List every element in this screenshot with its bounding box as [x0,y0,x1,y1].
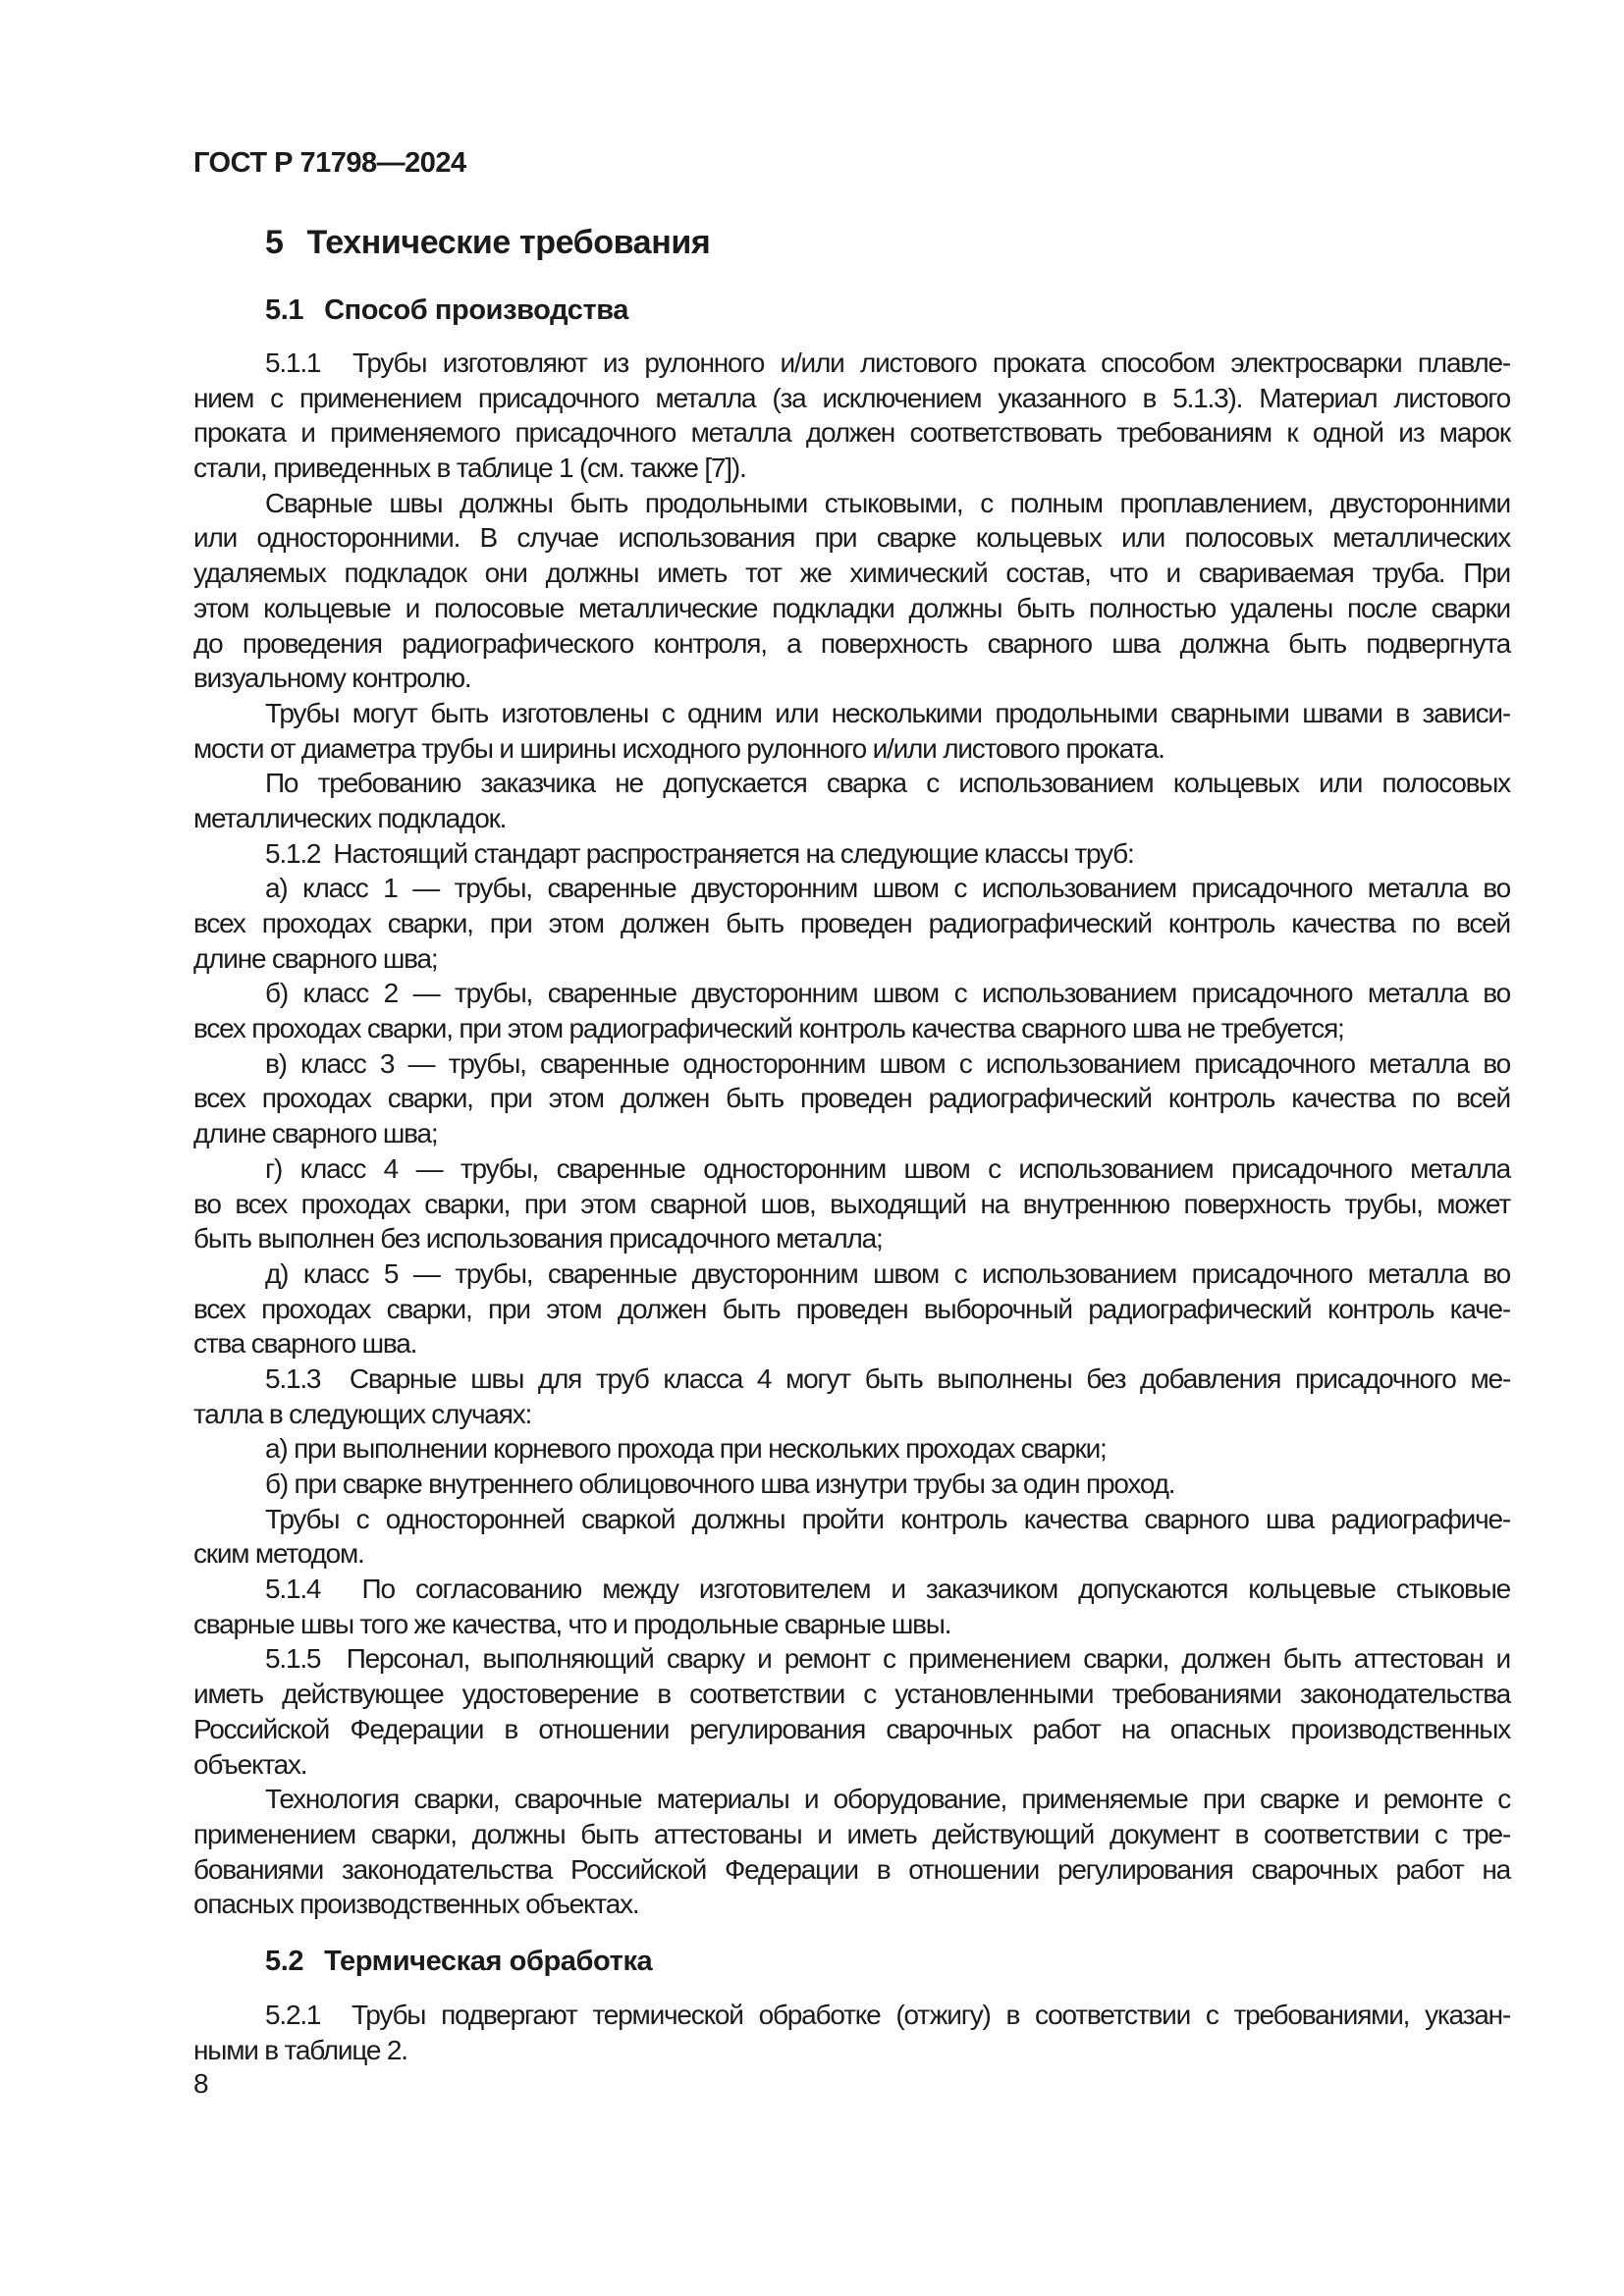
text-line: ства сварного шва. [193,1328,417,1360]
text-line: стали, приведенных в таблице 1 (см. также [7]). [193,453,746,484]
text-line: Трубы могут быть изготовлены с одним или несколькими продольными сварными швами в зависи- [265,697,1510,728]
text-line: объектах. [193,1748,307,1780]
text-line: мости от диаметра трубы и ширины исходного рулонного и/или листового проката. [193,732,1164,764]
text-line: удаляемых подкладок они должны иметь тот же химический состав, что и свариваемая труба. При [193,558,1510,589]
text-line: длине сварного шва; [193,1118,438,1149]
text-line: всех проходах сварки, при этом радиографический контроль качества сварного шва не требуется; [193,1013,1344,1044]
text-line: проката и применяемого присадочного металла должен соответствовать требованиям к одной из марок [193,417,1510,449]
text-line: этом кольцевые и полосовые металлические подкладки должны быть полностью удалены после сварки [193,592,1510,623]
text-line: 5.1.3 Сварные швы для труб класса 4 могут быть выполнены без добавления присадочного ме- [265,1362,1510,1394]
text-line: нием с применением присадочного металла (за исключением указанного в 5.1.3). Материал листового [193,382,1510,413]
text-line: г) класс 4 — трубы, сваренные односторонним швом с использованием присадочного металла [265,1152,1510,1184]
text-line: б) класс 2 — трубы, сваренные двусторонним швом с использованием присадочного металла во [265,978,1510,1009]
subsection-heading-5-1 [265,294,628,327]
text-line: всех проходах сварки, при этом должен быть проведен выборочный радиографический контроль каче- [193,1293,1510,1324]
text-line: Российской Федерации в отношении регулирования сварочных работ на опасных производственных [193,1713,1510,1744]
subsection-5-1-title: Способ производства [324,294,629,326]
text-line: металлических подкладок. [193,802,507,833]
section-5-number: 5 [265,224,284,261]
text-line: талла в следующих случаях: [193,1398,532,1429]
text-line: в) класс 3 — трубы, сваренные односторонним швом с использованием присадочного металла во [265,1047,1510,1079]
text-line: ными в таблице 2. [193,2034,407,2065]
text-line: во всех проходах сварки, при этом сварной шов, выходящий на внутреннюю поверхность трубы, может [193,1188,1510,1219]
text-line: а) при выполнении корневого прохода при нескольких проходах сварки; [265,1433,1107,1465]
subsection-heading-5-2 [265,1946,652,1978]
text-line: бованиями законодательства Российской Федерации в отношении регулирования сварочных работ на [193,1853,1510,1885]
text-line: 5.1.5 Персонал, выполняющий сварку и ремонт с применением сварки, должен быть аттестован и [265,1643,1510,1675]
text-line: 5.1.2 Настоящий стандарт распространяется на следующие классы труб: [265,837,1134,869]
text-line: всех проходах сварки, при этом должен быть проведен радиографический контроль качества по всей [193,908,1510,938]
text-line: д) класс 5 — трубы, сваренные двусторонним швом с использованием присадочного металла во [265,1257,1510,1289]
page-number: 8 [193,2068,209,2099]
subsection-5-1-number: 5.1 [265,294,304,326]
text-line: быть выполнен без использования присадочного металла; [193,1223,883,1255]
text-line: или односторонними. В случае использования при сварке кольцевых или полосовых металлических [193,522,1510,554]
text-line: иметь действующее удостоверение в соответствии с установленными требованиями законодательства [193,1679,1510,1710]
body-text-block-2 [193,1998,1510,2067]
text-line: 5.2.1 Трубы подвергают термической обработке (отжигу) в соответствии с требованиями, указан- [265,2000,1510,2030]
text-line: 5.1.4 По согласованию между изготовителем и заказчиком допускаются кольцевые стыковые [265,1574,1510,1605]
text-line: 5.1.1 Трубы изготовляют из рулонного и/или листового проката способом электросварки плавле- [265,347,1510,378]
section-heading-5 [265,224,710,262]
text-line: всех проходах сварки, при этом должен быть проведен радиографический контроль качества по всей [193,1083,1510,1114]
subsection-5-2-number: 5.2 [265,1946,304,1977]
body-text-block-1 [193,346,1510,1922]
text-line: опасных производственных объектах. [193,1889,639,1920]
text-line: Сварные швы должны быть продольными стыковыми, с полным проплавлением, двусторонними [265,487,1510,518]
text-line: Трубы с односторонней сваркой должны пройти контроль качества сварного шва радиографиче- [265,1503,1510,1534]
text-line: визуальному контролю. [193,663,471,694]
text-line: сварные швы того же качества, что и продольные сварные швы. [193,1608,951,1639]
text-line: б) при сварке внутреннего облицовочного шва изнутри трубы за один проход. [265,1468,1175,1499]
standard-number-header: ГОСТ Р 71798—2024 [193,147,466,179]
text-line: применением сварки, должны быть аттестованы и иметь действующий документ в соответствии с тре- [193,1818,1510,1849]
section-5-title: Технические требования [306,224,711,261]
text-line: а) класс 1 — трубы, сваренные двусторонним швом с использованием присадочного металла во [265,873,1510,904]
subsection-5-2-title: Термическая обработка [324,1946,653,1977]
text-line: длине сварного шва; [193,942,438,974]
text-line: Технология сварки, сварочные материалы и оборудование, применяемые при сварке и ремонте с [265,1784,1510,1815]
text-line: до проведения радиографического контроля, а поверхность сварного шва должна быть подвергнута [193,627,1510,659]
text-line: ским методом. [193,1538,364,1570]
text-line: По требованию заказчика не допускается сварка с использованием кольцевых или полосовых [265,768,1510,799]
